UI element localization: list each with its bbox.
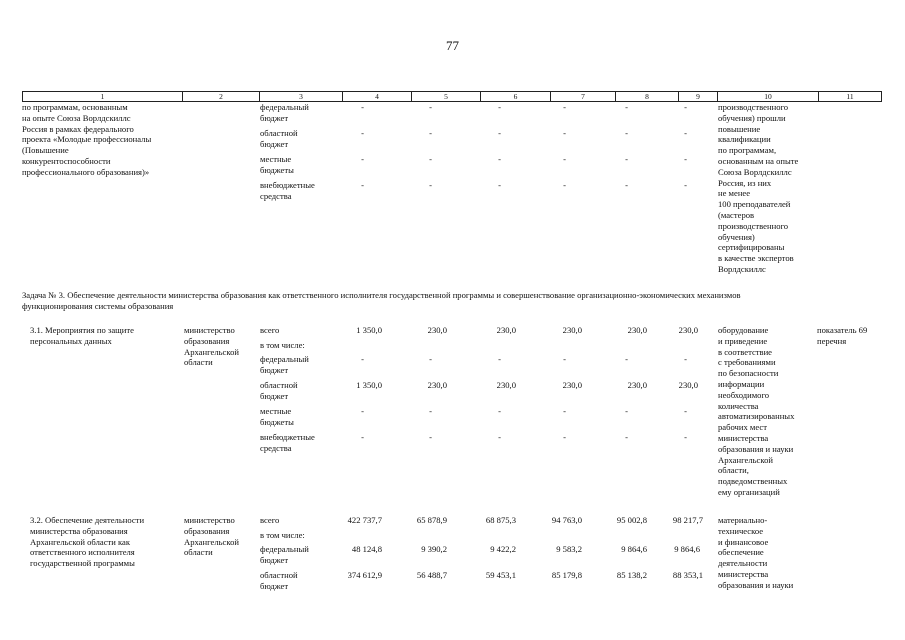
- funding-source: областной бюджет: [260, 570, 298, 591]
- dash-cell: -: [429, 102, 432, 112]
- dash-cell: -: [429, 354, 432, 364]
- dash-cell: -: [498, 154, 501, 164]
- funding-source: областной бюджет: [260, 128, 298, 149]
- amount-cell: 230,0: [678, 380, 698, 390]
- dash-cell: -: [625, 432, 628, 442]
- dash-cell: -: [625, 180, 628, 190]
- amount-cell: 1 350,0: [356, 325, 382, 335]
- dash-cell: -: [361, 406, 364, 416]
- amount-cell: 85 179,8: [551, 570, 582, 580]
- amount-cell: 230,0: [496, 380, 516, 390]
- funding-source: всего: [260, 515, 280, 525]
- result-text: оборудование и приведение в соответствие с требованиями по безопасности информации необходимого количества автоматизированных рабочих мест министерства образования и науки Архангельской области, подведомственных ему организаций: [718, 325, 795, 497]
- funding-source: федеральный бюджет: [260, 544, 309, 565]
- activity-text: 3.1. Мероприятия по защите персональных данных: [30, 325, 134, 346]
- header-col-1: 1: [23, 92, 183, 101]
- amount-cell: 59 453,1: [485, 570, 516, 580]
- amount-cell: 48 124,8: [351, 544, 382, 554]
- dash-cell: -: [429, 154, 432, 164]
- dash-cell: -: [684, 354, 687, 364]
- dash-cell: -: [563, 432, 566, 442]
- header-col-4: 4: [343, 92, 412, 101]
- dash-cell: -: [625, 154, 628, 164]
- amount-cell: 94 763,0: [551, 515, 582, 525]
- dash-cell: -: [361, 432, 364, 442]
- dash-cell: -: [361, 154, 364, 164]
- amount-cell: 88 353,1: [672, 570, 703, 580]
- amount-cell: 1 350,0: [356, 380, 382, 390]
- amount-cell: 230,0: [627, 325, 647, 335]
- funding-source: федеральный бюджет: [260, 102, 309, 123]
- funding-source: всего: [260, 325, 280, 335]
- funding-source: в том числе:: [260, 530, 305, 540]
- dash-cell: -: [684, 102, 687, 112]
- amount-cell: 98 217,7: [672, 515, 703, 525]
- dash-cell: -: [563, 102, 566, 112]
- amount-cell: 85 138,2: [616, 570, 647, 580]
- header-col-9: 9: [679, 92, 718, 101]
- dash-cell: -: [625, 354, 628, 364]
- page-number: 77: [446, 38, 459, 53]
- dash-cell: -: [625, 406, 628, 416]
- dash-cell: -: [684, 128, 687, 138]
- header-col-5: 5: [412, 92, 481, 101]
- dash-cell: -: [498, 128, 501, 138]
- dash-cell: -: [684, 180, 687, 190]
- amount-cell: 230,0: [627, 380, 647, 390]
- amount-cell: 56 488,7: [416, 570, 447, 580]
- amount-cell: 230,0: [496, 325, 516, 335]
- dash-cell: -: [684, 406, 687, 416]
- header-col-6: 6: [481, 92, 551, 101]
- activity-text: 3.2. Обеспечение деятельности министерства образования Архангельской области как ответственного исполнителя государственной программы: [30, 515, 145, 569]
- dash-cell: -: [498, 432, 501, 442]
- amount-cell: 374 612,9: [347, 570, 382, 580]
- dash-cell: -: [563, 180, 566, 190]
- dash-cell: -: [563, 354, 566, 364]
- dash-cell: -: [684, 154, 687, 164]
- dash-cell: -: [429, 128, 432, 138]
- dash-cell: -: [563, 406, 566, 416]
- funding-source: местные бюджеты: [260, 154, 294, 175]
- header-col-11: 11: [846, 92, 854, 101]
- funding-source: местные бюджеты: [260, 406, 294, 427]
- executor-text: министерство образования Архангельской области: [184, 515, 239, 558]
- header-col-10: 10: [718, 92, 819, 101]
- activity-text: по программам, основанным на опыте Союза Ворлдскиллс Россия в рамках федерального проекта «Молодые профессионалы (Повышение конкурентоспособности профессионального образования)»: [22, 102, 152, 177]
- table-header-row: [22, 91, 882, 102]
- dash-cell: -: [361, 354, 364, 364]
- dash-cell: -: [429, 406, 432, 416]
- dash-cell: -: [361, 102, 364, 112]
- amount-cell: 230,0: [562, 380, 582, 390]
- amount-cell: 9 864,6: [674, 544, 700, 554]
- indicator-text: показатель 69 перечня: [817, 325, 868, 346]
- amount-cell: 230,0: [427, 325, 447, 335]
- amount-cell: 230,0: [562, 325, 582, 335]
- amount-cell: 9 422,2: [490, 544, 516, 554]
- dash-cell: -: [563, 128, 566, 138]
- result-text: производственного обучения) прошли повышение квалификации по программам, основанным на опыте Союза Ворлдскиллс Россия, из них не менее 100 преподавателей (мастеров производственного обучения) сертифицированы в качестве экспертов Ворлдскиллс: [718, 102, 799, 274]
- amount-cell: 230,0: [427, 380, 447, 390]
- header-col-3: 3: [260, 92, 343, 101]
- amount-cell: 422 737,7: [347, 515, 382, 525]
- dash-cell: -: [498, 102, 501, 112]
- amount-cell: 9 864,6: [621, 544, 647, 554]
- dash-cell: -: [684, 432, 687, 442]
- dash-cell: -: [429, 432, 432, 442]
- funding-source: внебюджетные средства: [260, 180, 315, 201]
- header-col-7: 7: [551, 92, 616, 101]
- dash-cell: -: [498, 180, 501, 190]
- task-heading: Задача № 3. Обеспечение деятельности министерства образования как ответственного исполнителя государственной программы и совершенствование организационно-экономических механизмов функционирования системы образования: [22, 290, 741, 311]
- amount-cell: 9 390,2: [421, 544, 447, 554]
- dash-cell: -: [563, 154, 566, 164]
- funding-source: областной бюджет: [260, 380, 298, 401]
- executor-text: министерство образования Архангельской области: [184, 325, 239, 368]
- amount-cell: 9 583,2: [556, 544, 582, 554]
- amount-cell: 65 878,9: [416, 515, 447, 525]
- dash-cell: -: [498, 406, 501, 416]
- funding-source: федеральный бюджет: [260, 354, 309, 375]
- amount-cell: 95 002,8: [616, 515, 647, 525]
- amount-cell: 230,0: [678, 325, 698, 335]
- dash-cell: -: [625, 102, 628, 112]
- dash-cell: -: [361, 128, 364, 138]
- dash-cell: -: [429, 180, 432, 190]
- dash-cell: -: [625, 128, 628, 138]
- amount-cell: 68 875,3: [485, 515, 516, 525]
- dash-cell: -: [361, 180, 364, 190]
- header-col-8: 8: [616, 92, 679, 101]
- funding-source: внебюджетные средства: [260, 432, 315, 453]
- funding-source: в том числе:: [260, 340, 305, 350]
- result-text: материально- техническое и финансовое обеспечение деятельности министерства образования и науки: [718, 515, 794, 590]
- dash-cell: -: [498, 354, 501, 364]
- header-col-2: 2: [183, 92, 260, 101]
